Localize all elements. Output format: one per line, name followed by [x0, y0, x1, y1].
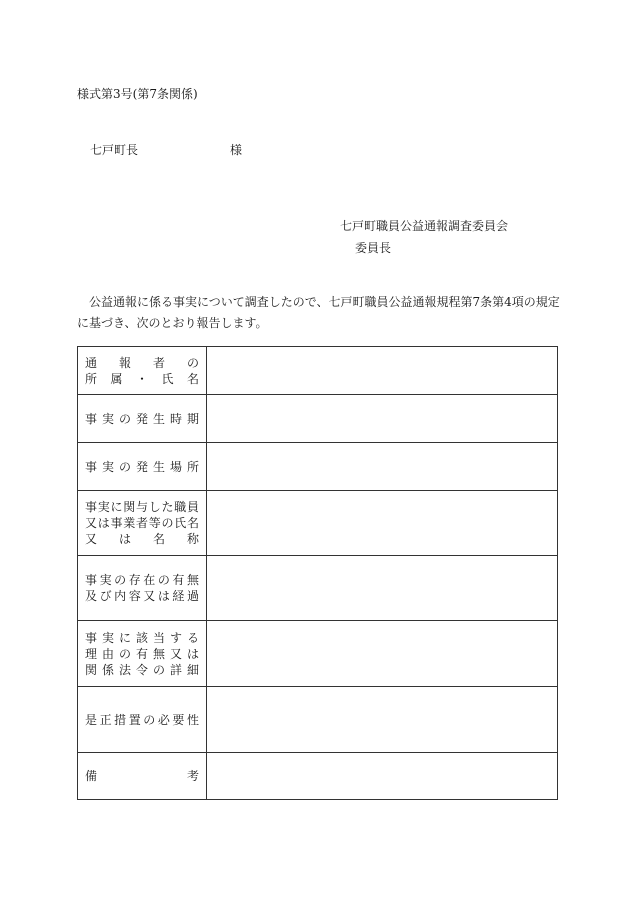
label-line: 及び内容又は経過 [85, 589, 199, 603]
table-row [78, 491, 558, 556]
form-number: 様式第3号(第7条関係) [77, 87, 198, 101]
label-line: 関係法令の詳細 [85, 662, 199, 677]
label-line: 事実の発生場所 [85, 459, 199, 474]
table-row [78, 443, 558, 491]
committee-chair: 委員長 [355, 241, 392, 255]
table-row [78, 347, 558, 395]
label-line: 所属・氏名 [85, 371, 199, 386]
row-label [78, 491, 207, 556]
row-label [78, 443, 207, 491]
table-row [78, 621, 558, 687]
remarks-field[interactable] [207, 753, 558, 800]
table-row [78, 687, 558, 753]
corrective-action-field[interactable] [207, 687, 558, 753]
label-line: 事実に該当する [85, 630, 199, 645]
label-line: 事実の発生時期 [85, 411, 199, 426]
intro-line-1: 公益通報に係る事実について調査したので、七戸町職員公益通報規程第7条第4項の規定 [89, 295, 560, 309]
label-line: 事実に関与した職員 [85, 500, 199, 514]
label-line: 又は事業者等の氏名 [85, 516, 199, 530]
intro-line-2: に基づき、次のとおり報告します。 [77, 316, 268, 330]
row-label [78, 347, 207, 395]
row-label [78, 687, 207, 753]
addressee: 七戸町長 [90, 143, 139, 157]
intro-paragraph [77, 292, 562, 334]
occurrence-place-field[interactable] [207, 443, 558, 491]
table-row [78, 556, 558, 621]
row-label [78, 621, 207, 687]
involved-party-field[interactable] [207, 491, 558, 556]
label-line: 又は名称 [85, 532, 199, 546]
row-label [78, 556, 207, 621]
label-line: 是正措置の必要性 [85, 712, 199, 727]
addressee-honorific: 様 [230, 143, 243, 157]
label-line: 通報者の [85, 355, 199, 370]
committee-name: 七戸町職員公益通報調査委員会 [340, 219, 509, 233]
label-line: 理由の有無又は [85, 646, 199, 661]
report-table [77, 346, 558, 800]
label-line: 事実の存在の有無 [85, 573, 199, 587]
row-label [78, 395, 207, 443]
label-line: 備考 [85, 769, 199, 783]
row-label [78, 753, 207, 800]
table-row [78, 753, 558, 800]
fact-existence-details-field[interactable] [207, 556, 558, 621]
table-row [78, 395, 558, 443]
applicability-laws-field[interactable] [207, 621, 558, 687]
reporter-affiliation-name-field[interactable] [207, 347, 558, 395]
occurrence-time-field[interactable] [207, 395, 558, 443]
